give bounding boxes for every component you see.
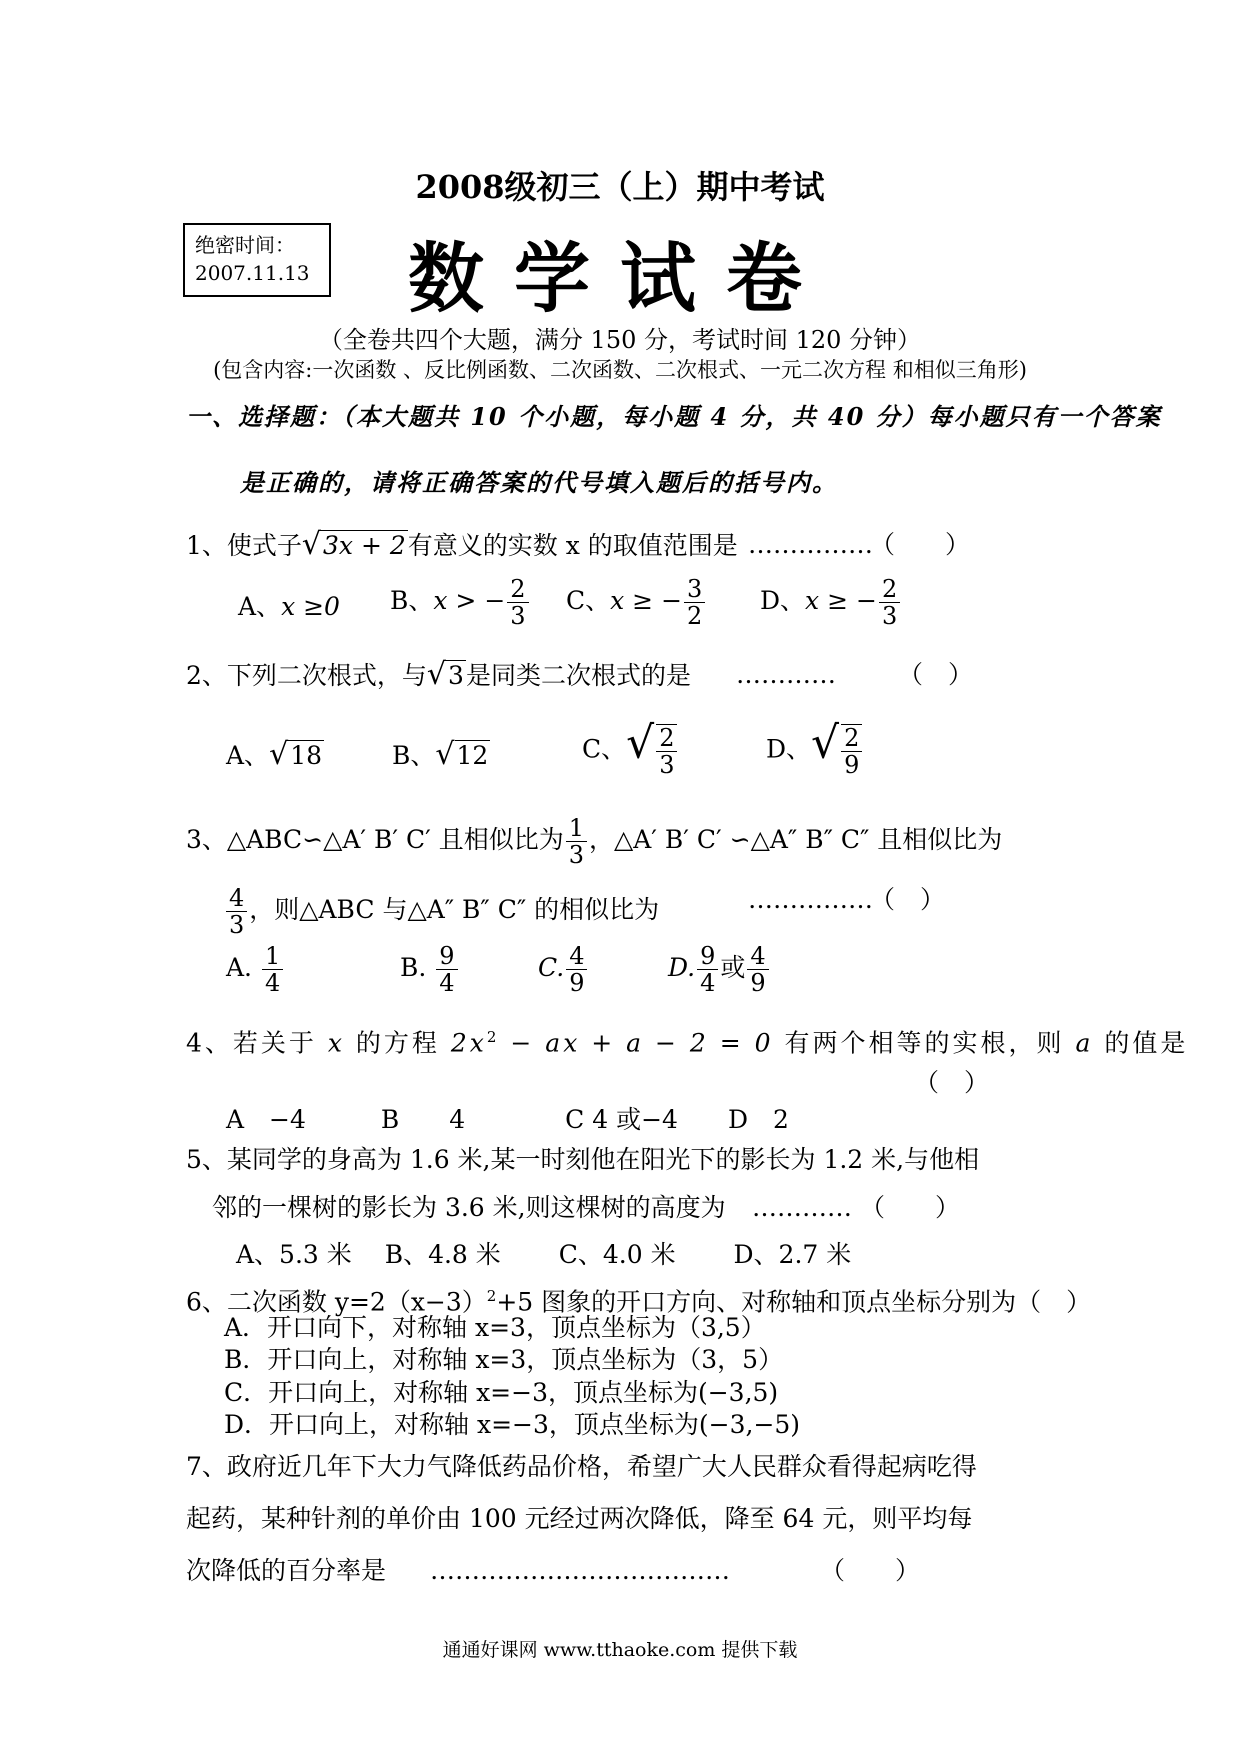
exam-scope-line: (包含内容:一次函数 、反比例函数、二次函数、二次根式、一元二次方程 和相似三角形) (213, 358, 1027, 382)
question-1-stem (186, 527, 738, 562)
q3-option-b: B. $\frac{9}{4}$ (400, 943, 460, 996)
q6-option-d: D．开口向上，对称轴 x=−3，顶点坐标为(−3,−5) (224, 1410, 801, 1439)
q2-option-d: D、√ $\frac{2}{9}$ (766, 724, 864, 778)
q4-options: A −4 B 4 C 4 或−4 D 2 (226, 1105, 789, 1134)
answer-paren: （ ） (820, 1556, 921, 1585)
secret-date: 2007.11.13 (195, 261, 310, 285)
exam-info-line: （全卷共四个大题，满分 150 分，考试时间 120 分钟） (318, 326, 922, 354)
q5-options: A、5.3 米 B、4.8 米 C、4.0 米 D、2.7 米 (236, 1240, 852, 1269)
question-6-stem: 6、二次函数 $y=2(x-3)^2+5$ 图象的开口方向、对称轴和顶点坐标分别为（ ） (186, 1287, 1092, 1317)
question-7-stem: 7、政府近几年下大力气降低药品价格，希望广大人民群众看得起病吃得 (186, 1452, 977, 1481)
question-5-stem-cont: 邻的一棵树的影长为 3.6 米,则这棵树的高度为 (212, 1193, 726, 1222)
section-heading-cont: 是正确的，请将正确答案的代号填入题后的括号内。 (240, 468, 838, 497)
sqrt-expression: √3x + 2 (301, 527, 406, 562)
q3-option-d: D. $\frac{9}{4}$ 或 $\frac{4}{9}$ (668, 943, 771, 996)
exam-header: 2008级初三（上）期中考试 (415, 168, 825, 206)
q1-prefix: 1、使式子 (186, 531, 302, 560)
section-heading: 一、选择题：（本大题共 10 个小题，每小题 4 分，共 40 分）每小题只有一个答案 (186, 402, 1162, 431)
page-footer: 通通好课网 www.tthaoke.com 提供下载 (442, 1639, 798, 1661)
question-5-stem: 5、某同学的身高为 1.6 米,某一时刻他在阳光下的影长为 1.2 米,与他相 (186, 1145, 980, 1174)
q3-dots: …………… (748, 885, 873, 914)
q1-option-b: B、x > − $\frac{2}{3}$ (390, 576, 531, 629)
question-4-stem: 4、若关于 x 的方程 $2x^2$ − ax + a − 2 = 0 有两个相等的实根，则 a 的值是 (186, 1028, 1189, 1058)
answer-paren: （ ） (860, 1193, 961, 1222)
question-3-stem-cont: $\frac{4}{3}$ ，则△ABC 与△A″ B″ C″ 的相似比为 (224, 885, 659, 938)
q1-suffix: 有意义的实数 x 的取值范围是 (407, 531, 738, 560)
q6-option-c: C．开口向上，对称轴 x=−3，顶点坐标为(−3,5) (224, 1378, 779, 1407)
q5-dots: ………… (752, 1193, 852, 1222)
q2-option-c: C、√ $\frac{2}{3}$ (582, 724, 679, 778)
answer-paren: （ ） (870, 530, 971, 559)
q1-dots: …………… (748, 530, 873, 559)
q1-option-d: D、x ≥ − $\frac{2}{3}$ (760, 576, 902, 629)
q3-option-a: A. $\frac{1}{4}$ (226, 943, 285, 996)
question-7-stem-cont: 起药，某种针剂的单价由 100 元经过两次降低，降至 64 元，则平均每 (186, 1504, 973, 1533)
q1-option-a: A、x ≥0 (238, 592, 340, 621)
q1-radicand: 3x + 2 (323, 531, 406, 560)
q2-option-b: B、√12 (392, 737, 489, 772)
q6-option-a: A．开口向下，对称轴 x=3，顶点坐标为（3,5） (224, 1313, 766, 1342)
q2-option-a: A、√18 (226, 737, 322, 772)
answer-paren: （ ） (898, 660, 974, 689)
question-3-stem: 3、△ABC∽△A′ B′ C′ 且相似比为 $\frac{1}{3}$ ，△A′ B′ C′ ∽△A″ B″ C″ 且相似比为 (186, 814, 1003, 869)
question-2-stem: 2、下列二次根式，与√3是同类二次根式的是 (186, 657, 691, 692)
answer-paren: （ ） (870, 885, 946, 914)
q1-option-c: C、x ≥ − $\frac{3}{2}$ (566, 576, 707, 629)
q3-option-c: C. $\frac{4}{9}$ (538, 943, 589, 996)
page-title: 数学试卷 (408, 234, 832, 323)
question-7-stem-end: 次降低的百分率是 (186, 1556, 387, 1585)
q7-dots: ……………………………… (430, 1556, 730, 1585)
q2-dots: ………… (736, 660, 836, 689)
secret-label: 绝密时间： (195, 233, 295, 257)
answer-paren: （ ） (914, 1068, 990, 1097)
q6-option-b: B．开口向上，对称轴 x=3，顶点坐标为（3，5） (224, 1345, 784, 1374)
